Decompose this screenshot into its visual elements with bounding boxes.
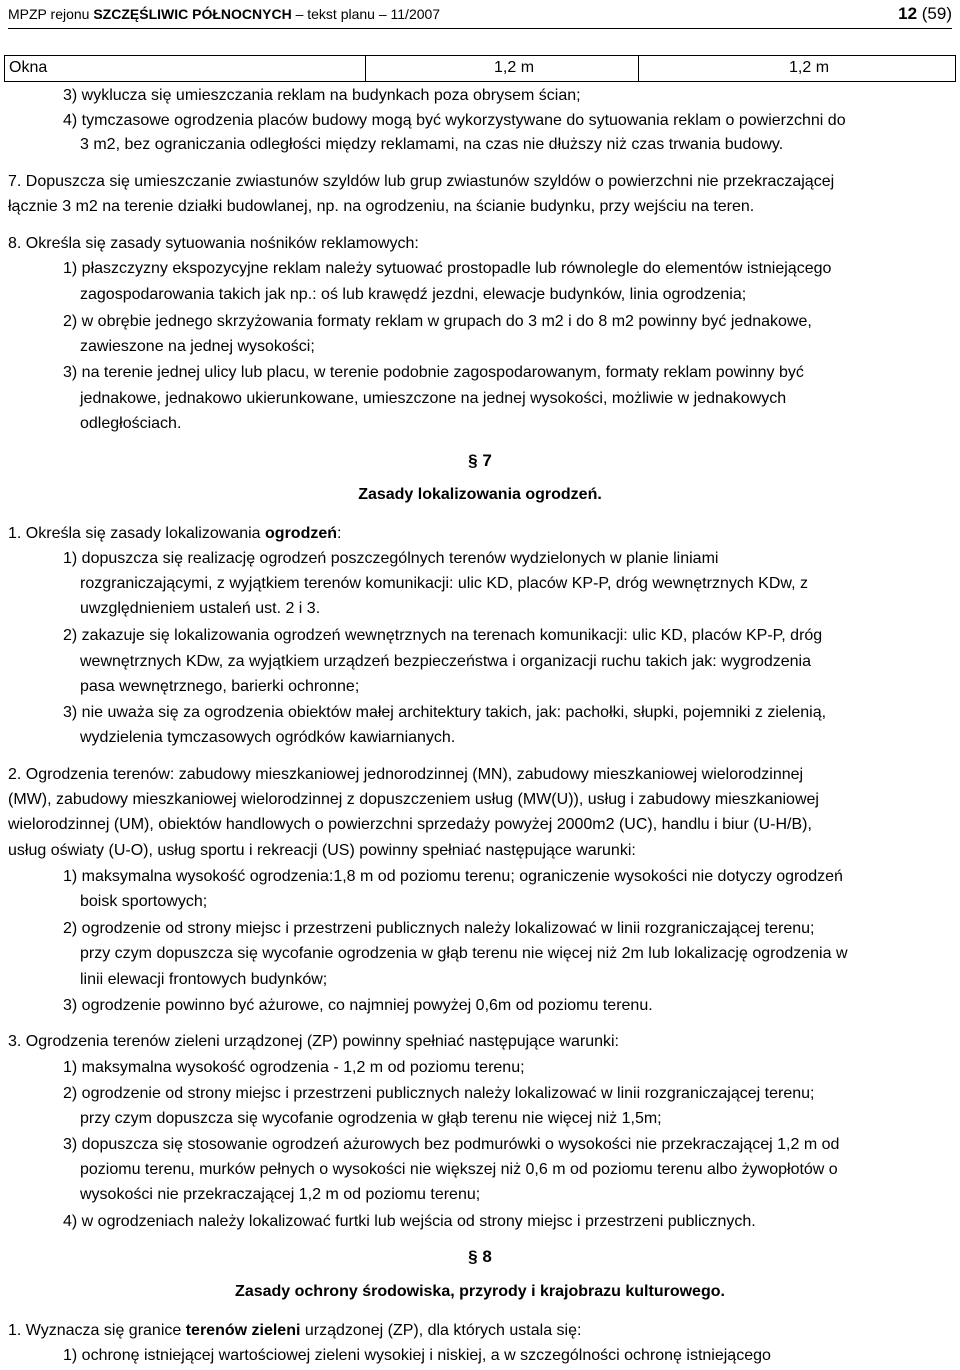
- text-segment: 1. Wyznacza się granice: [8, 1322, 186, 1339]
- text-line: (MW), zabudowy mieszkaniowej wielorodzinnej z dopuszczeniem usług (MW(U)), usług i zabudowy mieszkaniowej: [8, 791, 819, 808]
- section-title: Zasady ochrony środowiska, przyrody i krajobrazu kulturowego.: [235, 1283, 725, 1300]
- text-line: 7. Dopuszcza się umieszczanie zwiastunów szyldów lub grup zwiastunów szyldów o powierzchni nie przekraczającej: [8, 173, 835, 190]
- text-line: 2) ogrodzenie od strony miejsc i przestrzeni publicznych należy lokalizować w linii rozgraniczającej terenu;: [63, 920, 815, 937]
- header-suffix: – tekst planu – 11/2007: [291, 6, 441, 22]
- text-segment: urządzonej (ZP), dla których ustala się:: [300, 1322, 582, 1339]
- text-line: 1) płaszczyzny ekspozycyjne reklam należy sytuować prostopadle lub równolegle do elementów istniejącego: [63, 260, 832, 277]
- text-line: 3 m2, bez ograniczania odległości między reklamami, na czas nie dłuższy niż czas trwania budowy.: [80, 136, 784, 153]
- text-line: 3) nie uważa się za ogrodzenia obiektów małej architektury takich, jak: pachołki, słupki, pojemniki z zielenią,: [63, 704, 827, 721]
- text-line: 1) ochronę istniejącej wartościowej zieleni wysokiej i niskiej, a w szczególności ochronę istniejącego: [63, 1347, 771, 1364]
- text-line: 3) wyklucza się umieszczania reklam na budynkach poza obrysem ścian;: [63, 87, 581, 104]
- header-prefix: MPZP rejonu: [8, 6, 94, 22]
- text-line: rozgraniczającymi, z wyjątkiem terenów komunikacji: ulic KD, placów KP-P, dróg wewnętrznych KDw, z: [80, 575, 808, 592]
- text-segment: :: [337, 525, 342, 542]
- page-number: [898, 4, 952, 24]
- table-divider: [638, 56, 639, 81]
- text-line: 2) ogrodzenie od strony miejsc i przestrzeni publicznych należy lokalizować w linii rozgraniczającej terenu;: [63, 1085, 815, 1102]
- text-line: 2) w obrębie jednego skrzyżowania formaty reklam w grupach do 3 m2 i do 8 m2 powinny być jednakowe,: [63, 313, 812, 330]
- text-line: [8, 1320, 581, 1342]
- text-line: boisk sportowych;: [80, 893, 208, 910]
- text-line: 1) dopuszcza się realizację ogrodzeń poszczególnych terenów wydzielonych w planie liniami: [63, 550, 719, 567]
- text-line: 1) maksymalna wysokość ogrodzenia - 1,2 m od poziomu terenu;: [63, 1059, 525, 1076]
- text-line: 4) tymczasowe ogrodzenia placów budowy mogą być wykorzystywane do sytuowania reklam o powierzchni do: [63, 112, 846, 129]
- section-number: § 7: [468, 451, 492, 470]
- text-line: poziomu terenu, murków pełnych o wysokości nie większej niż 0,6 m od poziomu terenu albo żywopłotów o: [80, 1161, 838, 1178]
- text-segment-bold: terenów zieleni: [185, 1322, 301, 1339]
- table-cell-label: Okna: [9, 59, 48, 76]
- text-line: wielorodzinnej (UM), obiektów handlowych o powierzchni sprzedaży powyżej 2000m2 (UC), handlu i biur (U-H/B),: [8, 816, 812, 833]
- text-line: wydzielenia tymczasowych ogródków kawiarnianych.: [80, 729, 456, 746]
- text-line: przy czym dopuszcza się wycofanie ogrodzenia w głąb terenu nie więcej niż 1,5m;: [80, 1110, 662, 1127]
- header-area: SZCZĘŚLIWIC PÓŁNOCNYCH: [93, 6, 292, 22]
- text-segment: 1. Określa się zasady lokalizowania: [8, 525, 266, 542]
- page-num: 12: [898, 4, 918, 23]
- text-line: uwzględnieniem ustaleń ust. 2 i 3.: [80, 600, 321, 617]
- text-line: 3) ogrodzenie powinno być ażurowe, co najmniej powyżej 0,6m od poziomu terenu.: [63, 997, 653, 1014]
- section-title: Zasady lokalizowania ogrodzeń.: [358, 486, 602, 503]
- text-line: jednakowe, jednakowo ukierunkowane, umieszczone na jednej wysokości, możliwie w jednakowych: [80, 390, 787, 407]
- text-line: 2) zakazuje się lokalizowania ogrodzeń wewnętrznych na terenach komunikacji: ulic KD, placów KP-P, dróg: [63, 627, 823, 644]
- table-cell-value1: 1,2 m: [494, 59, 535, 76]
- text-line: zagospodarowania takich jak np.: oś lub krawędź jezdni, elewacje budynków, linia ogrodzenia;: [80, 286, 747, 303]
- text-line: 8. Określa się zasady sytuowania nośników reklamowych:: [8, 235, 419, 252]
- text-line: [8, 523, 341, 545]
- text-line: 3) na terenie jednej ulicy lub placu, w terenie podobnie zagospodarowanym, formaty reklam powinny być: [63, 364, 804, 381]
- text-line: przy czym dopuszcza się wycofanie ogrodzenia w głąb terenu nie więcej niż 2m lub lokalizację ogrodzenia w: [80, 945, 848, 962]
- text-line: pasa wewnętrznego, barierki ochronne;: [80, 678, 360, 695]
- table-row: [4, 55, 956, 82]
- text-line: linii elewacji frontowych budynków;: [80, 971, 328, 988]
- text-line: wysokości nie przekraczającej 1,2 m od poziomu terenu;: [80, 1186, 481, 1203]
- text-line: zawieszone na jednej wysokości;: [80, 338, 315, 355]
- table-divider: [365, 56, 366, 81]
- text-line: odległościach.: [80, 415, 182, 432]
- text-line: wewnętrznych KDw, za wyjątkiem urządzeń bezpieczeństwa i organizacji ruchu takich jak: wygrodzenia: [80, 653, 811, 670]
- text-line: 3) dopuszcza się stosowanie ogrodzeń ażurowych bez podmurówki o wysokości nie przekraczającej 1,2 m od: [63, 1136, 840, 1153]
- page-total: (59): [917, 4, 952, 23]
- text-line: 4) w ogrodzeniach należy lokalizować furtki lub wejścia od strony miejsc i przestrzeni publicznych.: [63, 1213, 756, 1230]
- table-cell-value2: 1,2 m: [789, 59, 830, 76]
- text-line: 1) maksymalna wysokość ogrodzenia:1,8 m od poziomu terenu; ograniczenie wysokości nie dotyczy ogrodzeń: [63, 868, 843, 885]
- text-segment-bold: ogrodzeń: [265, 525, 338, 542]
- page-header: [8, 4, 952, 29]
- text-line: 3. Ogrodzenia terenów zieleni urządzonej (ZP) powinny spełniać następujące warunki:: [8, 1033, 619, 1050]
- text-line: 2. Ogrodzenia terenów: zabudowy mieszkaniowej jednorodzinnej (MN), zabudowy mieszkaniowej wielorodzinnej: [8, 766, 804, 783]
- text-line: usług oświaty (U-O), usług sportu i rekreacji (US) powinny spełniać następujące warunki:: [8, 842, 636, 859]
- text-line: łącznie 3 m2 na terenie działki budowlanej, np. na ogrodzeniu, na ścianie budynku, przy wejściu na teren.: [8, 198, 755, 215]
- header-title: [8, 6, 440, 22]
- section-number: § 8: [468, 1247, 492, 1266]
